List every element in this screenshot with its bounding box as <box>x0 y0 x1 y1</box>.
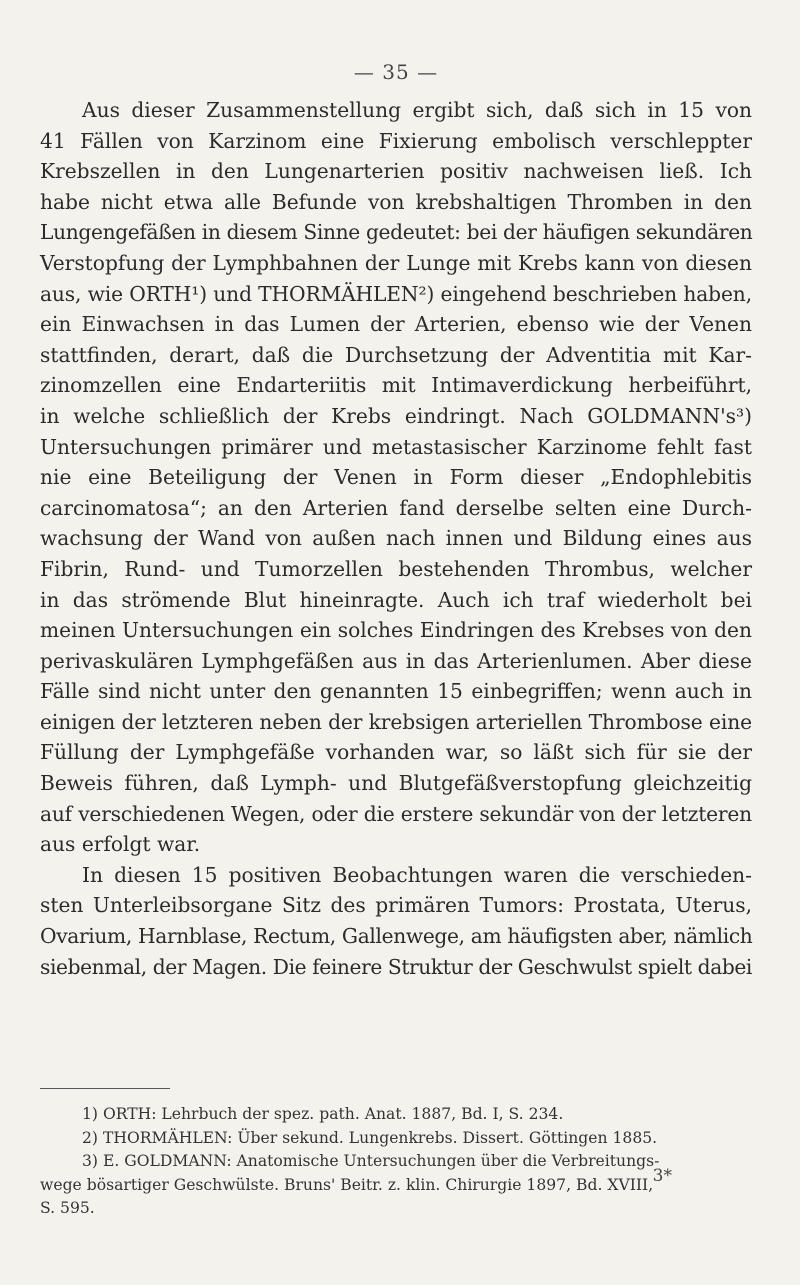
footnote-2: 2) THORMÄHLEN: Über sekund. Lungenkrebs. Dissert. Göttingen 1885. <box>82 1128 658 1147</box>
paragraph-1 <box>40 95 752 860</box>
footnotes <box>40 1103 752 1221</box>
text-line: meinen Untersuchungen ein solches Eindringen des Krebses von den <box>40 618 752 643</box>
text-line: in welche schließlich der Krebs eindringt. Nach GOLDMANN's³) <box>40 403 752 428</box>
text-line: einigen der letzteren neben der krebsigen arteriellen Thrombose eine <box>40 709 752 734</box>
sheet-signature: 3* <box>652 1166 672 1186</box>
text-line: auf verschiedenen Wegen, oder die erstere sekundär von der letzteren <box>40 801 752 826</box>
text-line: Aus dieser Zusammenstellung ergibt sich, daß sich in 15 von <box>82 98 752 122</box>
footnote-divider <box>40 1088 170 1089</box>
footnote-3-end: S. 595. <box>40 1199 95 1217</box>
text-line: Untersuchungen primärer und metastasischer Karzinome fehlt fast <box>40 434 752 459</box>
text-line: perivaskulären Lymphgefäßen aus in das Arterienlumen. Aber diese <box>40 648 752 673</box>
text-line: aus erfolgt war. <box>40 832 201 857</box>
text-line: siebenmal, der Magen. Die feinere Struktur der Geschwulst spielt dabei <box>40 954 752 979</box>
text-line: Verstopfung der Lymphbahnen der Lunge mit Krebs kann von diesen <box>40 250 752 275</box>
text-line: wachsung der Wand von außen nach innen und Bildung eines aus <box>40 526 752 551</box>
text-line: sten Unterleibsorgane Sitz des primären Tumors: Prostata, Uterus, <box>40 893 752 918</box>
paragraph-2 <box>40 860 752 982</box>
text-line: Füllung der Lymphgefäße vorhanden war, so läßt sich für sie der <box>40 740 752 765</box>
text-line: Ovarium, Harnblase, Rectum, Gallenwege, am häufigsten aber, nämlich <box>40 924 753 949</box>
page-number: — 35 — <box>353 60 439 84</box>
text-line: in das strömende Blut hineinragte. Auch ich traf wiederholt bei <box>40 587 752 612</box>
text-line: Beweis führen, daß Lymph- und Blutgefäßverstopfung gleichzeitig <box>40 771 752 796</box>
text-line: In diesen 15 positiven Beobachtungen waren die verschieden- <box>82 862 752 887</box>
footnote-3-cont: wege bösartiger Geschwülste. Bruns' Beitr. z. klin. Chirurgie 1897, Bd. XVIII, <box>40 1175 654 1194</box>
footnote-3: 3) E. GOLDMANN: Anatomische Untersuchungen über die Verbreitungs- <box>82 1152 660 1170</box>
text-line: habe nicht etwa alle Befunde von krebshaltigen Thromben in den <box>40 189 752 214</box>
text-line: stattfinden, derart, daß die Durchsetzung der Adventitia mit Kar- <box>40 342 752 367</box>
text-line: ein Einwachsen in das Lumen der Arterien, ebenso wie der Venen <box>40 312 752 337</box>
body-text <box>40 95 752 982</box>
text-line: 41 Fällen von Karzinom eine Fixierung embolisch verschleppter <box>40 128 752 153</box>
text-line: aus, wie ORTH¹) und THORMÄHLEN²) eingehend beschrieben haben, <box>40 281 752 306</box>
text-line: Fälle sind nicht unter den genannten 15 einbegriffen; wenn auch in <box>40 679 752 704</box>
text-line: Fibrin, Rund- und Tumorzellen bestehenden Thrombus, welcher <box>40 556 752 581</box>
text-line: nie eine Beteiligung der Venen in Form dieser „Endophlebitis <box>40 465 752 490</box>
document-page <box>40 0 752 1285</box>
text-line: Lungengefäßen in diesem Sinne gedeutet: bei der häufigen sekundären <box>40 220 753 245</box>
text-line: zinomzellen eine Endarteriitis mit Intimaverdickung herbeiführt, <box>40 373 752 398</box>
footnote-1: 1) ORTH: Lehrbuch der spez. path. Anat. 1887, Bd. I, S. 234. <box>82 1105 564 1123</box>
text-line: Krebszellen in den Lungenarterien positiv nachweisen ließ. Ich <box>40 159 752 184</box>
text-line: carcinomatosa“; an den Arterien fand derselbe selten eine Durch- <box>40 495 752 520</box>
